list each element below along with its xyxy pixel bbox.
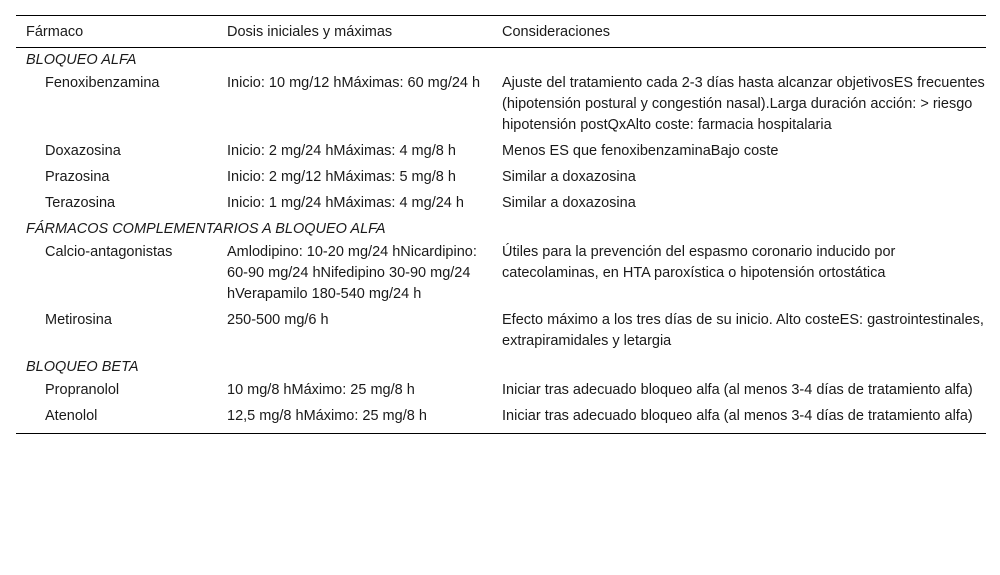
drug-cell: Prazosina [45,169,110,185]
drug-cell: Fenoxibenzamina [45,75,160,91]
notes-cell: Ajuste del tratamiento cada 2-3 días hasta alcanzar objetivosES frecuentes (hipotensión postural y congestión nasal).Larga duración acción: > riesgo hipotensión postQxAlto coste: farmacia hospitalaria [502,75,985,133]
dose-cell: Inicio: 2 mg/12 hMáximas: 5 mg/8 h [227,169,456,185]
notes-cell: Similar a doxazosina [502,169,636,185]
table-body [16,48,986,434]
drug-cell: Doxazosina [45,143,121,159]
header-row [16,16,986,48]
drug-cell: Calcio-antagonistas [45,244,173,260]
notes-cell: Iniciar tras adecuado bloqueo alfa (al menos 3-4 días de tratamiento alfa) [502,382,973,398]
header-dose: Dosis iniciales y máximas [217,16,492,48]
drug-cell: Metirosina [45,312,112,328]
dose-cell: 250-500 mg/6 h [227,312,329,328]
notes-cell: Efecto máximo a los tres días de su inicio. Alto costeES: gastrointestinales, extrapiramidales y letargia [502,312,984,349]
dose-cell: Amlodipino: 10-20 mg/24 hNicardipino: 60-90 mg/24 hNifedipino 30-90 mg/24 hVerapamilo 180-540 mg/24 h [227,244,477,302]
notes-cell: Útiles para la prevención del espasmo coronario inducido por catecolaminas, en HTA paroxística o hipotensión ortostática [502,244,896,281]
table-row [16,404,986,434]
drug-table [16,15,986,434]
table-row [16,165,986,191]
section-row [16,48,986,72]
notes-cell: Similar a doxazosina [502,195,636,211]
header-notes: Consideraciones [492,16,986,48]
section-row [16,355,986,378]
table-row [16,378,986,404]
drug-cell: Atenolol [16,404,217,434]
table-header [16,16,986,48]
section-title: BLOQUEO ALFA [26,52,137,68]
table-row [16,191,986,217]
section-row [16,217,986,240]
dose-cell: 10 mg/8 hMáximo: 25 mg/8 h [227,382,415,398]
drug-cell: Propranolol [45,382,120,398]
table-row [16,240,986,308]
section-title: FÁRMACOS COMPLEMENTARIOS A BLOQUEO ALFA [26,221,386,237]
notes-cell: Menos ES que fenoxibenzaminaBajo coste [502,143,779,159]
section-title: BLOQUEO BETA [26,359,139,375]
dose-cell: Inicio: 10 mg/12 hMáximas: 60 mg/24 h [227,75,481,91]
table-row [16,71,986,139]
notes-cell: Iniciar tras adecuado bloqueo alfa (al menos 3-4 días de tratamiento alfa) [492,404,986,434]
header-drug: Fármaco [16,16,217,48]
table-row [16,139,986,165]
dose-cell: 12,5 mg/8 hMáximo: 25 mg/8 h [217,404,492,434]
table-row [16,308,986,355]
drug-table-container [16,15,986,434]
dose-cell: Inicio: 1 mg/24 hMáximas: 4 mg/24 h [227,195,464,211]
dose-cell: Inicio: 2 mg/24 hMáximas: 4 mg/8 h [227,143,456,159]
drug-cell: Terazosina [45,195,116,211]
